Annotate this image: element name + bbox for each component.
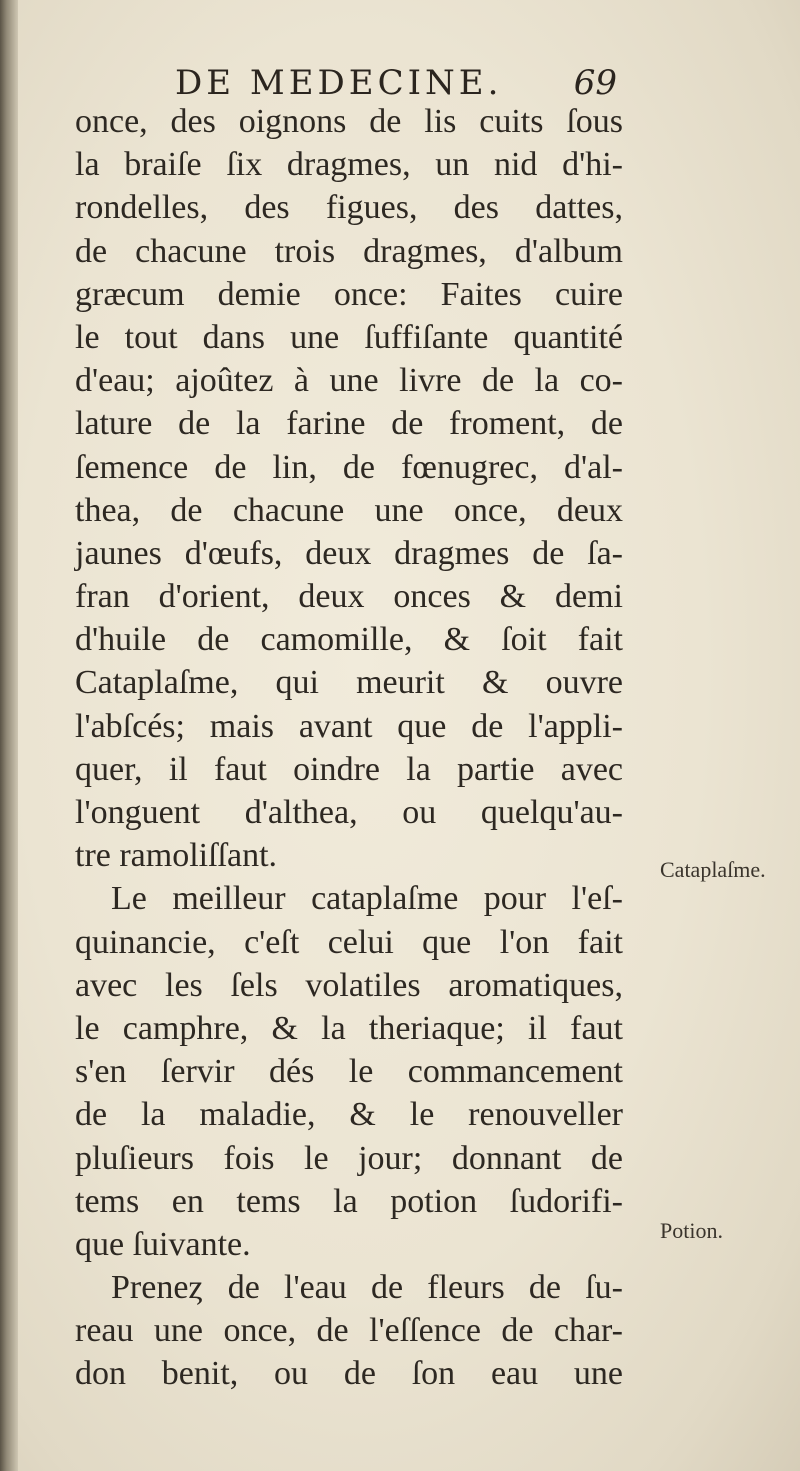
text-line: le tout dans une ſuffiſante quantité — [75, 318, 623, 356]
text-line: l'onguent d'althea, ou quelqu'au- — [75, 794, 623, 831]
text-line: le camphre, & la theriaque; il faut — [75, 1009, 623, 1047]
text-line: d'huile de camomille, & ſoit fait — [75, 621, 623, 659]
marginal-note: Potion. — [660, 1218, 723, 1243]
text-line: reau une once, de l'eſſence de char- — [75, 1312, 623, 1350]
text-line: que ſuivante. — [75, 1225, 251, 1263]
text-line: fran d'orient, deux onces & demi — [75, 578, 623, 616]
page-number: 69 — [573, 63, 617, 103]
text-line: Le meilleur cataplaſme pour l'eſ- — [111, 880, 623, 918]
text-line: jaunes d'œufs, deux dragmes de ſa- — [75, 534, 623, 572]
text-line: Cataplaſme, qui meurit & ouvre — [75, 664, 623, 702]
text-line: thea, de chacune une once, deux — [75, 491, 623, 529]
text-line: quer, il faut oindre la partie avec — [75, 750, 623, 788]
text-line: quinancie, c'eſt celui que l'on fait — [75, 923, 623, 961]
text-line: don benit, ou de ſon eau une — [75, 1355, 623, 1393]
text-line: lature de la farine de froment, de — [75, 405, 623, 443]
text-line: græcum demie once: Faites cuire — [75, 275, 623, 313]
marginal-note: Cataplaſme. — [660, 857, 766, 882]
text-line: tems en tems la potion ſudorifi- — [75, 1182, 623, 1220]
text-line: tre ramoliſſant. — [75, 837, 278, 875]
text-line: d'eau; ajoûtez à une livre de la co- — [75, 362, 623, 400]
text-line: once, des oignons de lis cuits ſous — [75, 103, 623, 140]
text-line: la braiſe ſix dragmes, un nid d'hi- — [75, 146, 623, 184]
body-text — [75, 100, 623, 1396]
running-head: DE MEDECINE. — [175, 63, 503, 103]
text-line: rondelles, des figues, des dattes, — [75, 189, 623, 227]
text-line: de chacune trois dragmes, d'album — [75, 232, 623, 270]
text-line: l'abſcés; mais avant que de l'appli- — [75, 707, 623, 745]
text-line: de la maladie, & le renouveller — [75, 1096, 623, 1134]
text-line: avec les ſels volatiles aromatiques, — [75, 966, 623, 1004]
text-line: Preneȥ de l'eau de fleurs de ſu- — [111, 1269, 623, 1307]
page-gutter-shadow — [0, 0, 18, 1471]
text-line: ſemence de lin, de fœnugrec, d'al- — [75, 448, 623, 486]
text-line: pluſieurs fois le jour; donnant de — [75, 1139, 623, 1177]
text-line: s'en ſervir dés le commancement — [75, 1053, 623, 1091]
